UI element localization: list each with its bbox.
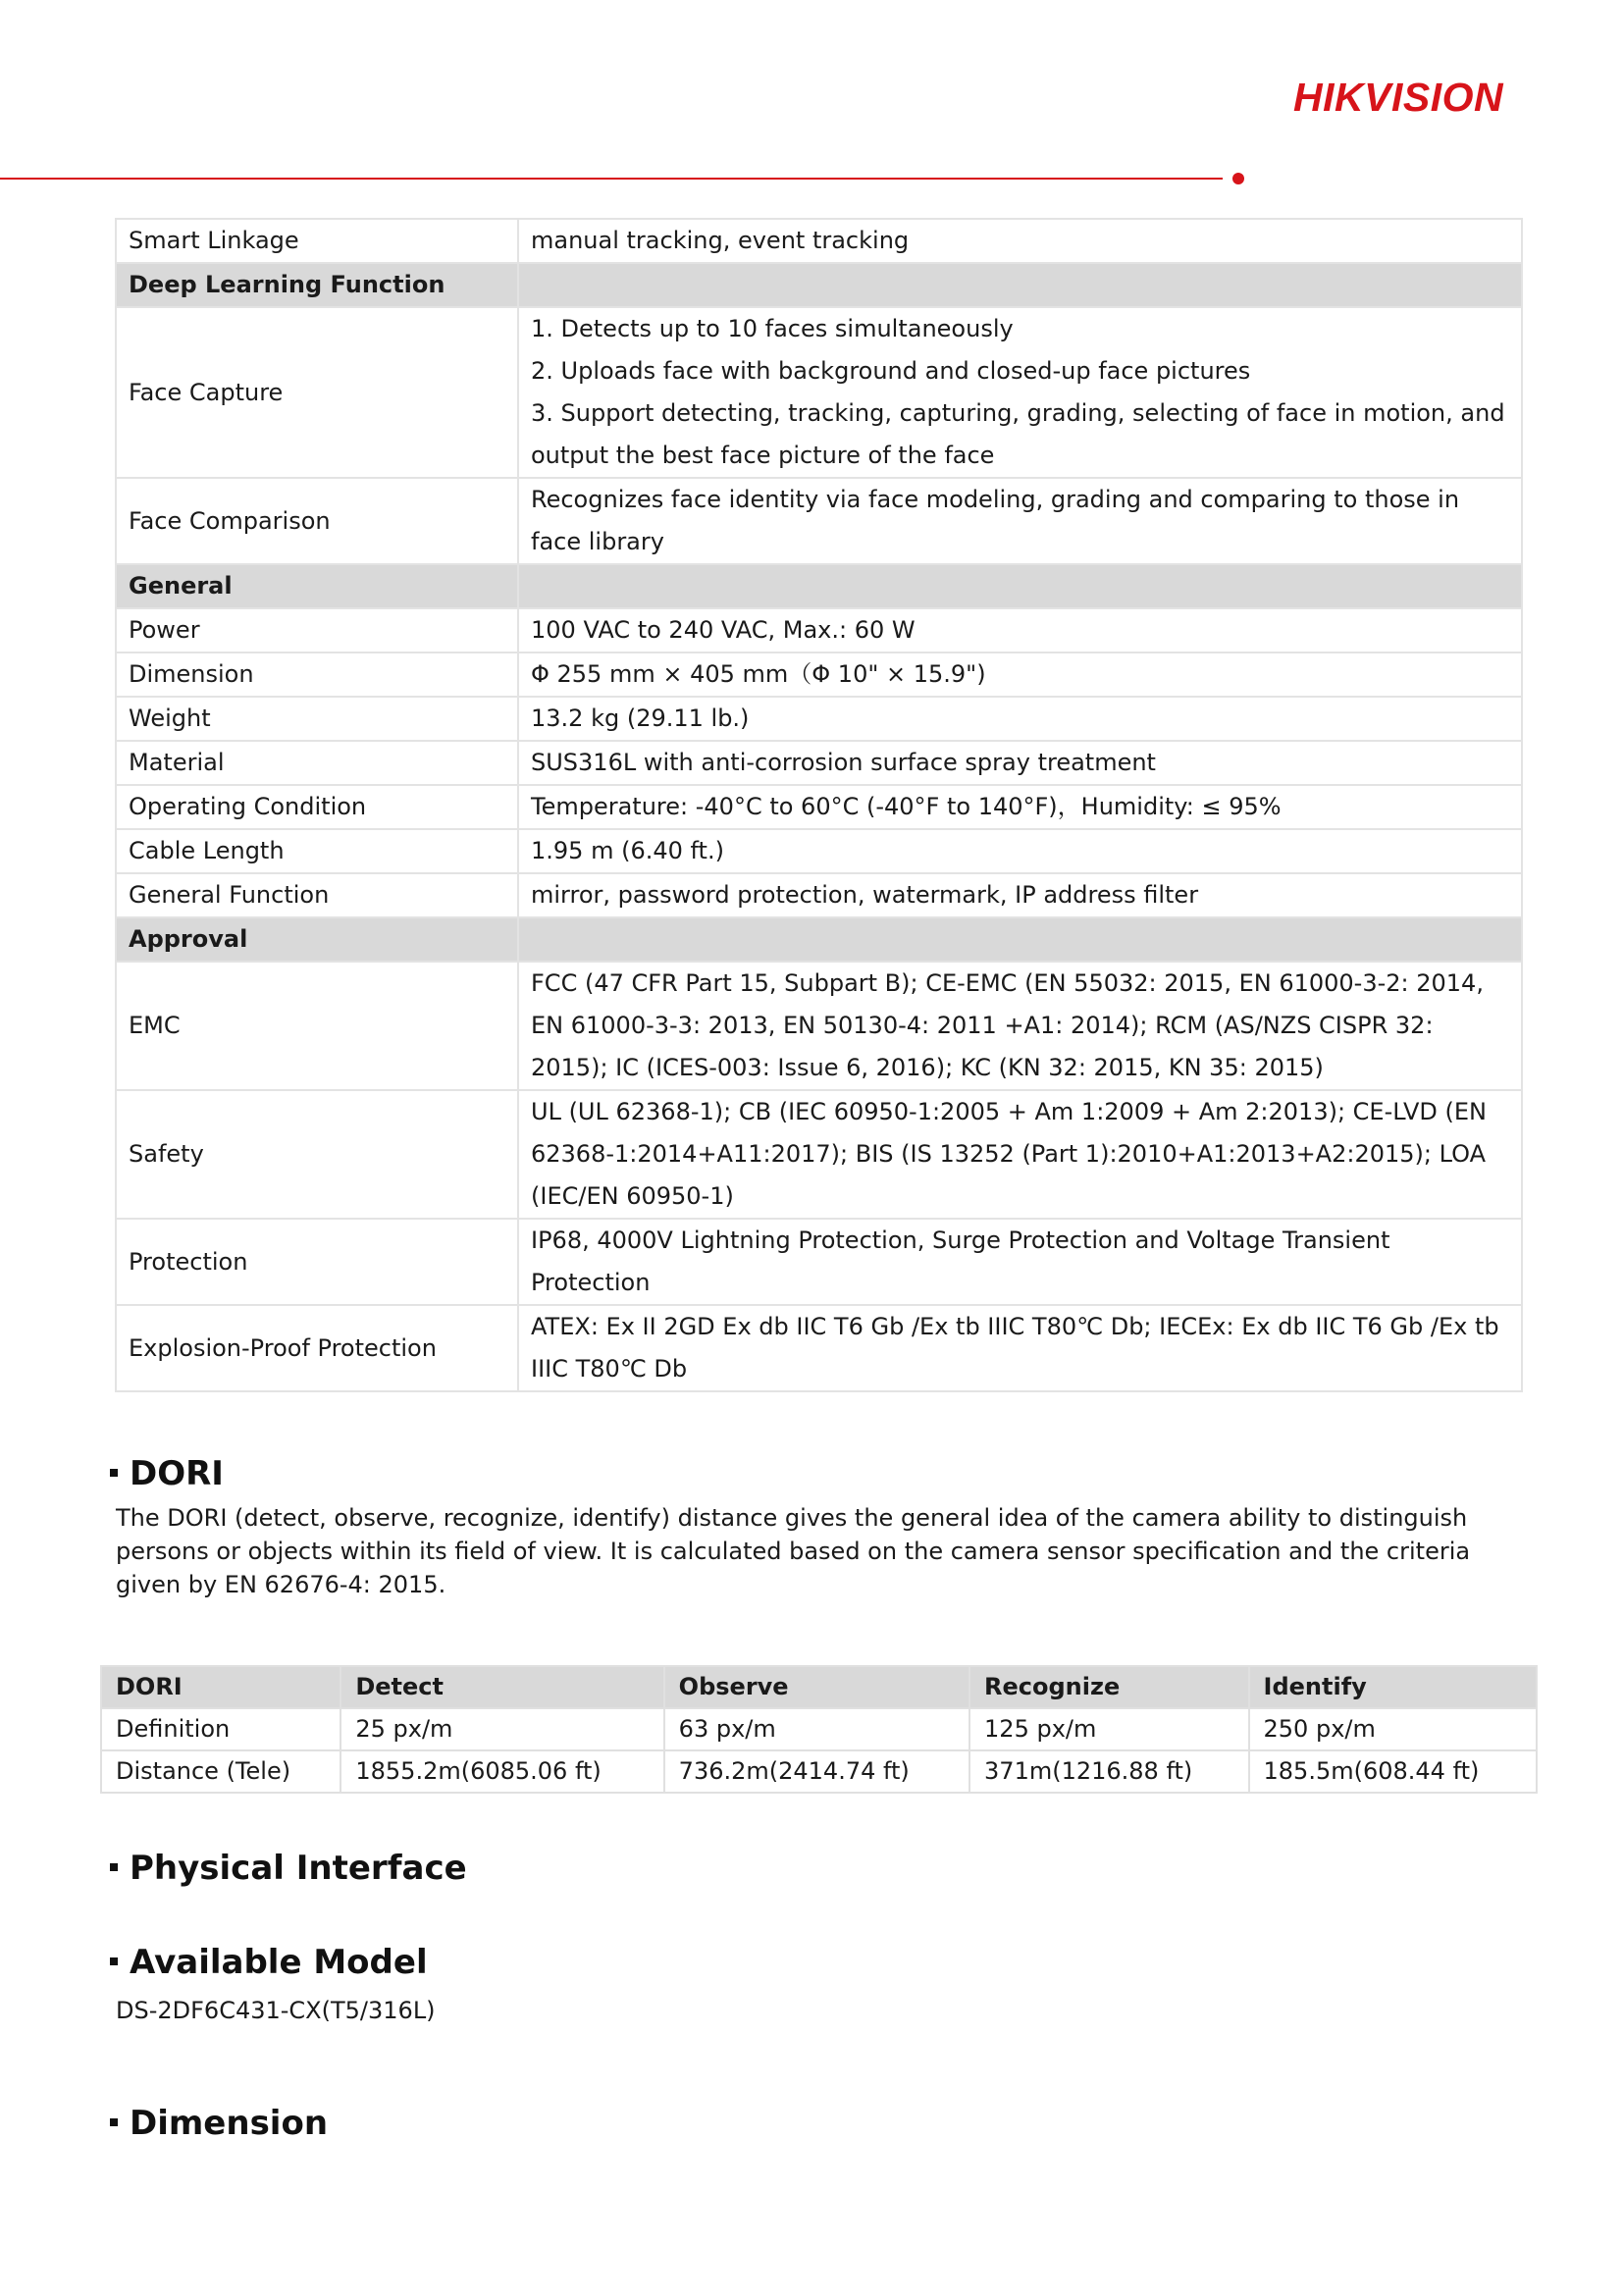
spec-value-line: mirror, password protection, watermark, IP address filter (531, 881, 1199, 909)
section-header-row (116, 917, 1522, 962)
spec-key: Weight (116, 697, 518, 741)
spec-key: General Function (116, 873, 518, 917)
dori-cell: 185.5m(608.44 ft) (1249, 1750, 1537, 1793)
spec-key: Face Capture (116, 307, 518, 478)
section-filler (518, 263, 1522, 307)
physical-interface-heading: Physical Interface (110, 1849, 467, 1888)
spec-value (518, 697, 1522, 741)
dori-row (101, 1708, 1537, 1750)
dimension-heading: Dimension (110, 2104, 328, 2143)
dori-cell: 371m(1216.88 ft) (969, 1750, 1248, 1793)
spec-row (116, 307, 1522, 478)
model-number: DS-2DF6C431-CX(T5/316L) (116, 1997, 436, 2024)
spec-key: Safety (116, 1090, 518, 1219)
spec-key: EMC (116, 962, 518, 1090)
spec-value-line: ATEX: Ex II 2GD Ex db IIC T6 Gb /Ex tb IIIC T80℃ Db; IECEx: Ex db IIC T6 Gb /Ex tb IIIC T80℃ Db (531, 1313, 1499, 1383)
spec-row (116, 697, 1522, 741)
dori-heading: DORI (110, 1454, 224, 1493)
section-title: General (116, 564, 518, 608)
spec-value-line: 1.95 m (6.40 ft.) (531, 837, 724, 864)
dori-cell: 250 px/m (1249, 1708, 1537, 1750)
section-title: Deep Learning Function (116, 263, 518, 307)
dori-cell: 125 px/m (969, 1708, 1248, 1750)
spec-value-line: IP68, 4000V Lightning Protection, Surge Protection and Voltage Transient Protection (531, 1226, 1390, 1296)
bullet-icon (110, 1863, 118, 1871)
spec-value (518, 219, 1522, 263)
dori-cell: 1855.2m(6085.06 ft) (340, 1750, 663, 1793)
spec-row (116, 608, 1522, 652)
dori-header-cell: Observe (664, 1666, 969, 1708)
section-filler (518, 564, 1522, 608)
dori-header-cell: Recognize (969, 1666, 1248, 1708)
spec-row (116, 785, 1522, 829)
section-filler (518, 917, 1522, 962)
spec-value (518, 873, 1522, 917)
spec-value (518, 478, 1522, 564)
spec-key: Material (116, 741, 518, 785)
spec-row (116, 962, 1522, 1090)
spec-value-line: 13.2 kg (29.11 lb.) (531, 704, 750, 732)
dori-header-cell: DORI (101, 1666, 340, 1708)
spec-value-line: UL (UL 62368-1); CB (IEC 60950-1:2005 + Am 1:2009 + Am 2:2013); CE-LVD (EN 62368-1:2014+A11:2017); BIS (IS 13252 (Part 1):2010+A1:2013+A2:2015); LOA (IEC/EN 60950-1) (531, 1098, 1487, 1210)
spec-value-line: Φ 255 mm × 405 mm（Φ 10" × 15.9") (531, 660, 986, 688)
section-header-row (116, 564, 1522, 608)
spec-row (116, 219, 1522, 263)
section-title: Approval (116, 917, 518, 962)
spec-value (518, 785, 1522, 829)
spec-value-line: Recognizes face identity via face modeling, grading and comparing to those in face library (531, 486, 1460, 555)
dori-cell: 25 px/m (340, 1708, 663, 1750)
spec-row (116, 1305, 1522, 1391)
spec-value-line: manual tracking, event tracking (531, 227, 910, 254)
spec-row (116, 1090, 1522, 1219)
spec-value (518, 1090, 1522, 1219)
dori-header-cell: Detect (340, 1666, 663, 1708)
dori-cell: 736.2m(2414.74 ft) (664, 1750, 969, 1793)
section-header-row (116, 263, 1522, 307)
spec-table (115, 218, 1523, 1392)
header-rule (0, 178, 1223, 180)
spec-key: Power (116, 608, 518, 652)
dori-cell: 63 px/m (664, 1708, 969, 1750)
spec-key: Operating Condition (116, 785, 518, 829)
bullet-icon (110, 2118, 118, 2126)
dori-row (101, 1750, 1537, 1793)
spec-value-line: 2. Uploads face with background and closed-up face pictures (531, 357, 1251, 385)
spec-value-line: SUS316L with anti-corrosion surface spray treatment (531, 749, 1156, 776)
spec-row (116, 873, 1522, 917)
header-rule-dot (1232, 173, 1244, 184)
spec-key: Smart Linkage (116, 219, 518, 263)
spec-value-line: Temperature: -40°C to 60°C (-40°F to 140°F)，Humidity: ≤ 95% (531, 793, 1282, 820)
spec-key: Protection (116, 1219, 518, 1305)
spec-row (116, 1219, 1522, 1305)
spec-value (518, 741, 1522, 785)
dori-header-cell: Identify (1249, 1666, 1537, 1708)
dori-description: The DORI (detect, observe, recognize, identify) distance gives the general idea of the camera ability to distinguish persons or objects within its field of view. It is calculated based on the camera sensor specification and the criteria given by EN 62676-4: 2015. (116, 1504, 1471, 1598)
dori-cell: Definition (101, 1708, 340, 1750)
spec-key: Explosion-Proof Protection (116, 1305, 518, 1391)
spec-value (518, 608, 1522, 652)
spec-row (116, 652, 1522, 697)
spec-row (116, 741, 1522, 785)
dori-table (100, 1665, 1538, 1794)
dori-cell: Distance (Tele) (101, 1750, 340, 1793)
spec-key: Dimension (116, 652, 518, 697)
available-model-heading: Available Model (110, 1943, 428, 1982)
spec-row (116, 829, 1522, 873)
bullet-icon (110, 1957, 118, 1965)
spec-value (518, 1219, 1522, 1305)
spec-value-line: 1. Detects up to 10 faces simultaneously (531, 315, 1014, 342)
spec-value (518, 652, 1522, 697)
spec-value-line: 3. Support detecting, tracking, capturing, grading, selecting of face in motion, and output the best face picture of the face (531, 399, 1505, 469)
hikvision-logo: HIKVISION (1293, 75, 1504, 120)
spec-value (518, 307, 1522, 478)
bullet-icon (110, 1469, 118, 1477)
spec-value-line: FCC (47 CFR Part 15, Subpart B); CE-EMC (EN 55032: 2015, EN 61000-3-2: 2014, EN 61000-3-3: 2013, EN 50130-4: 2011 +A1: 2014); RCM (AS/NZS CISPR 32: 2015); IC (ICES-003: Issue 6, 2016); KC (KN 32: 2015, KN 35: 2015) (531, 969, 1484, 1081)
spec-row (116, 478, 1522, 564)
spec-value (518, 829, 1522, 873)
spec-key: Cable Length (116, 829, 518, 873)
spec-value-line: 100 VAC to 240 VAC, Max.: 60 W (531, 616, 916, 644)
spec-key: Face Comparison (116, 478, 518, 564)
spec-value (518, 962, 1522, 1090)
spec-value (518, 1305, 1522, 1391)
